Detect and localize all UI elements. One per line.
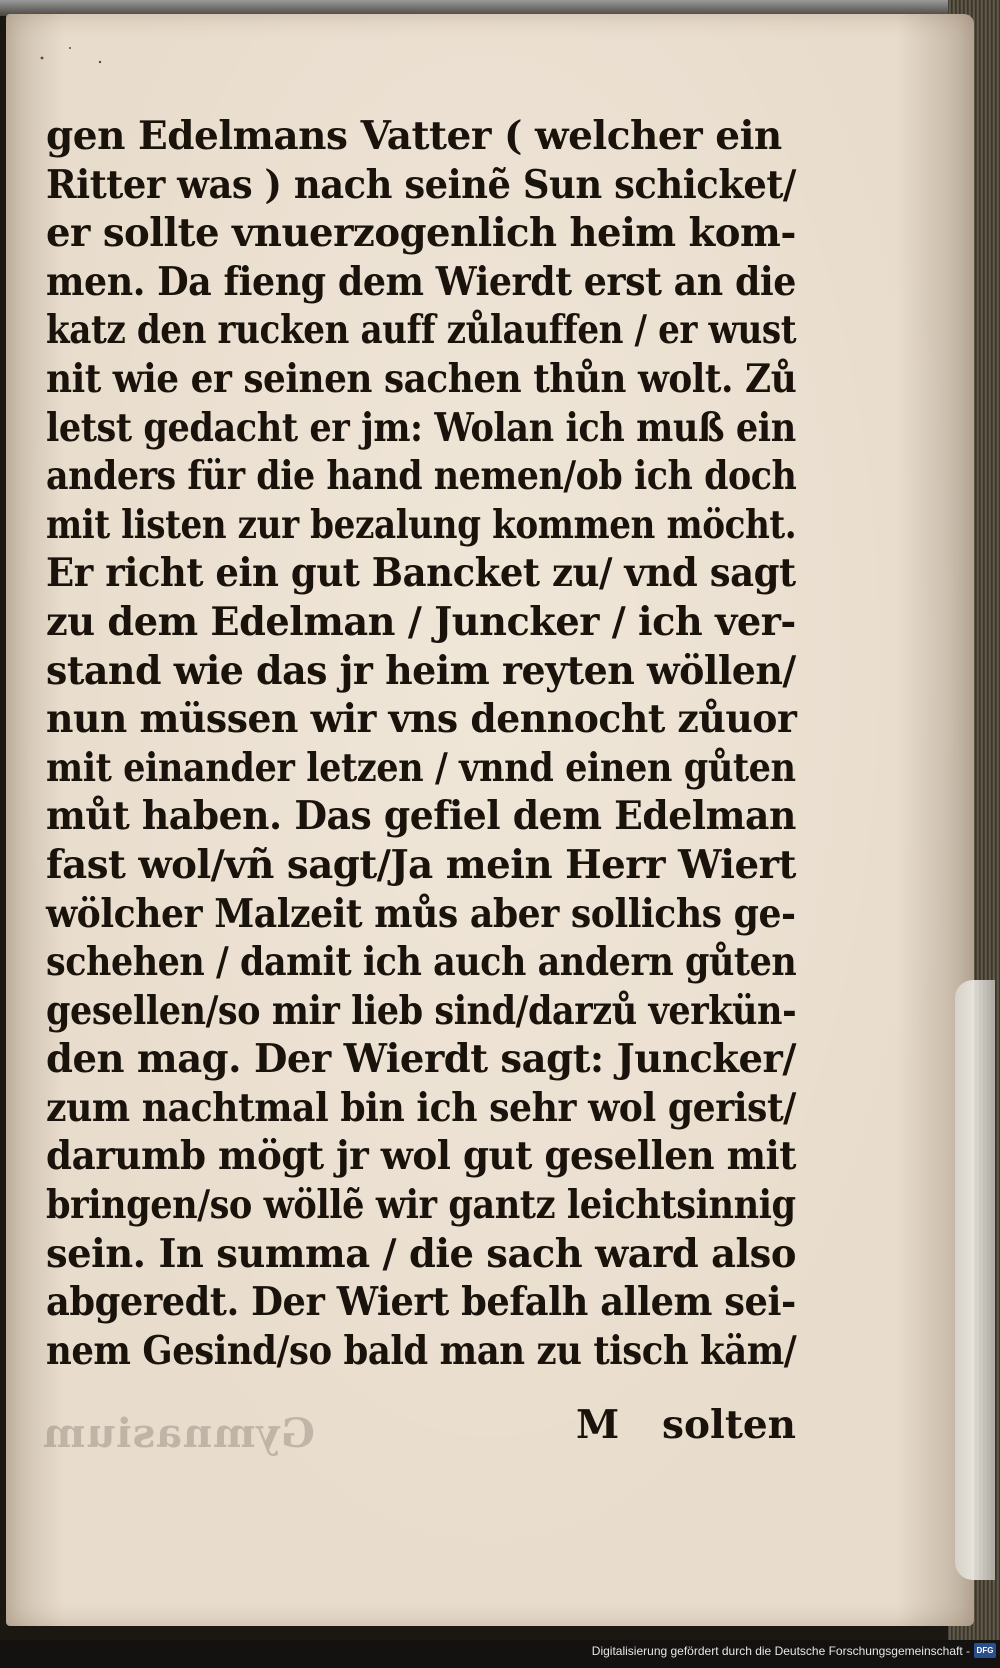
signature-mark: M xyxy=(576,1402,620,1448)
text-line-9: mit listen zur bezalung kommen möcht. xyxy=(46,501,797,548)
text-line-20: den mag. Der Wierdt sagt: Juncker/ xyxy=(46,1036,796,1083)
text-line-11: zu dem Edelman / Juncker / ich ver- xyxy=(46,598,796,645)
text-line-26: nem Gesind/so bald man zu tisch käm/ xyxy=(46,1327,797,1374)
catchword: solten xyxy=(662,1402,796,1448)
text-line-1: gen Edelmans Vatter ( welcher ein xyxy=(46,113,782,159)
funding-credit: Digitalisierung gefördert durch die Deutsche Forschungsgemeinschaft - xyxy=(591,1644,970,1658)
text-line-17: wölcher Malzeit můs aber sollichs ge- xyxy=(46,890,796,937)
dfg-logo-icon: DFG xyxy=(974,1643,996,1658)
page-clip xyxy=(955,980,995,1580)
text-line-13: nun müssen wir vns dennocht zůuor xyxy=(46,696,797,743)
library-stamp: Gymnasium xyxy=(42,1410,315,1457)
text-line-16: fast wol/vñ sagt/Ja mein Herr Wiert xyxy=(46,841,796,888)
text-line-3: er sollte vnuerzogenlich heim kom- xyxy=(46,210,796,257)
text-line-5: katz den rucken auff zůlauffen / er wust xyxy=(46,307,797,354)
text-line-8: anders für die hand nemen/ob ich doch xyxy=(46,453,797,500)
text-line-2: Ritter was ) nach seinẽ Sun schicket/ xyxy=(46,161,796,208)
text-line-25: abgeredt. Der Wiert befalh allem sei- xyxy=(46,1279,796,1326)
page-text xyxy=(46,112,796,1375)
text-line-15: můt haben. Das gefiel dem Edelman xyxy=(46,793,796,840)
text-line-6: nit wie er seinen sachen thůn wolt. Zů xyxy=(46,355,797,402)
text-line-4: men. Da fieng dem Wierdt erst an die xyxy=(46,258,796,305)
text-line-22: darumb mögt jr wol gut gesellen mit xyxy=(46,1133,796,1180)
text-line-24: sein. In summa / die sach ward also xyxy=(46,1230,796,1277)
text-line-12: stand wie das jr heim reyten wöllen/ xyxy=(46,647,796,694)
text-line-14: mit einander letzen / vnnd einen gůten xyxy=(46,744,796,791)
text-line-23: bringen/so wöllẽ wir gantz leichtsinnig xyxy=(46,1182,796,1229)
text-line-10: Er richt ein gut Bancket zu/ vnd sagt xyxy=(46,550,796,597)
text-line-19: gesellen/so mir lieb sind/darzů verkün- xyxy=(46,987,797,1034)
text-line-18: schehen / damit ich auch andern gůten xyxy=(46,939,797,986)
text-line-21: zum nachtmal bin ich sehr wol gerist/ xyxy=(46,1084,796,1131)
ink-specks xyxy=(30,40,230,100)
text-line-7: letst gedacht er jm: Wolan ich muß ein xyxy=(46,404,796,451)
signature-row xyxy=(46,1398,796,1452)
